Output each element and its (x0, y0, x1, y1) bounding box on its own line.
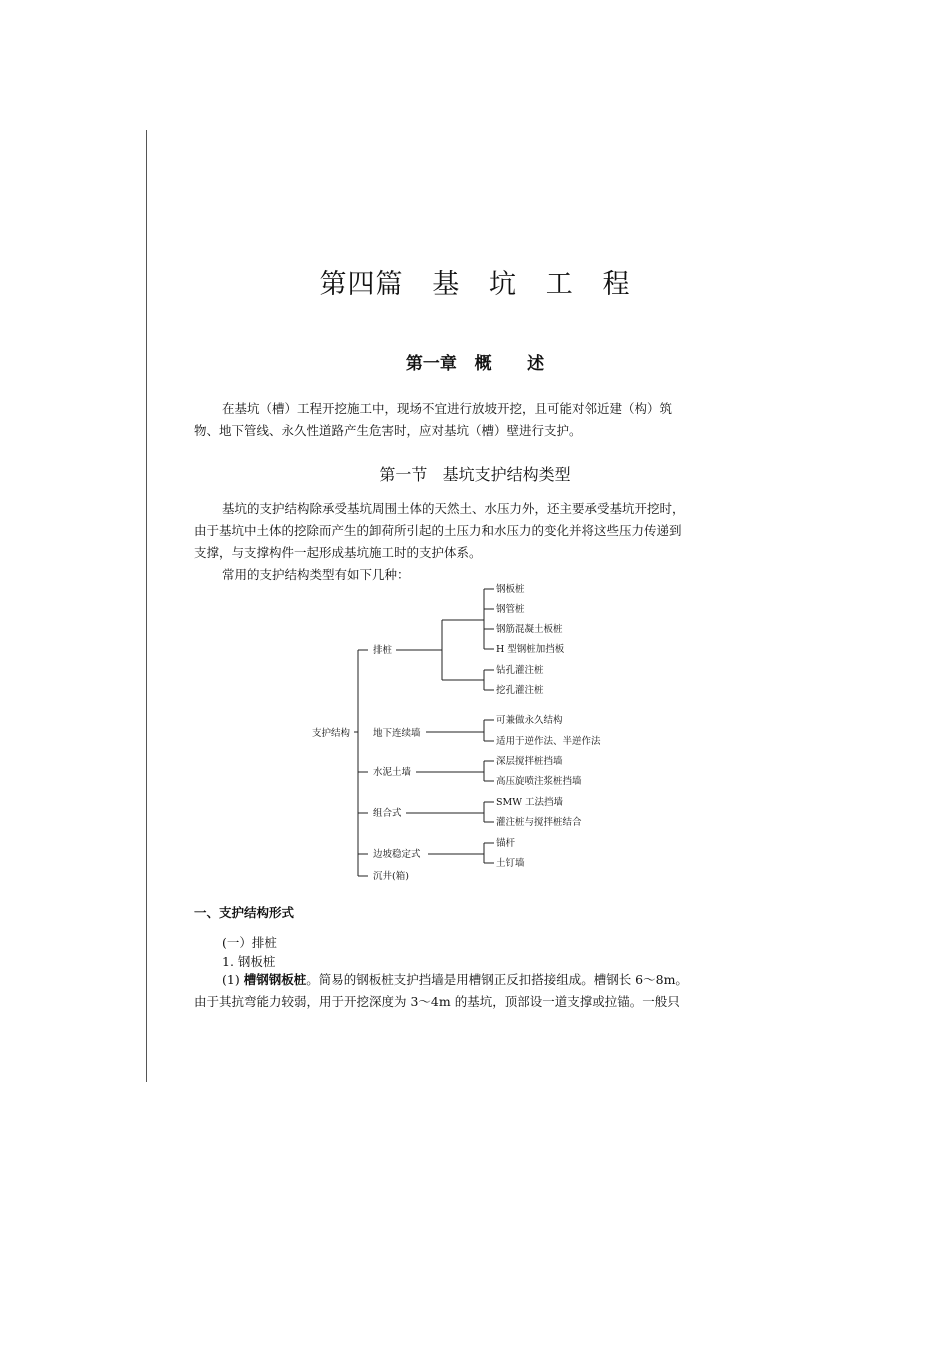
leaf-label: 高压旋喷注浆桩挡墙 (496, 776, 582, 787)
heading-support-forms: 一、支护结构形式 (194, 905, 295, 920)
leaf-label: 可兼做永久结构 (496, 715, 563, 726)
item-number: (1) (222, 972, 244, 987)
leaf-label: 钻孔灌注桩 (496, 665, 544, 676)
section-line: 由于基坑中土体的挖除而产生的卸荷所引起的土压力和水压力的变化并将这些压力传递到 (194, 523, 682, 538)
section-title: 第一节 基坑支护结构类型 (379, 465, 571, 484)
leaf-label: 土钉墙 (496, 858, 525, 869)
group-label-slope-stability: 边坡稳定式 (373, 849, 421, 860)
section-line: 基坑的支护结构除承受基坑周围土体的天然土、水压力外，还主要承受基坑开挖时， (222, 501, 685, 516)
tree-root-label: 支护结构 (312, 728, 351, 739)
heading-row-piles: (一）排桩 (222, 935, 277, 950)
group-label-composite: 组合式 (373, 808, 402, 819)
paragraph-line (194, 969, 724, 991)
paragraph-line: 由于其抗弯能力较弱，用于开挖深度为 3～4m 的基坑，顶部设一道支撑或拉锚。一般只 (194, 994, 680, 1009)
leaf-label: 锚杆 (496, 838, 516, 849)
leaf-label: 灌注桩与搅拌桩结合 (496, 817, 582, 828)
leaf-label: 适用于逆作法、半逆作法 (496, 736, 601, 747)
leaf-label: 钢管桩 (496, 604, 525, 615)
channel-steel-paragraph (194, 969, 724, 1013)
section-line: 支撑，与支撑构件一起形成基坑施工时的支护体系。 (194, 545, 482, 560)
leaf-label: 钢筋混凝土板桩 (496, 624, 563, 635)
group-label-caisson: 沉井(箱) (373, 871, 409, 882)
paragraph-text: 。简易的钢板桩支护挡墙是用槽钢正反扣搭接组成。槽钢长 6～8m。 (306, 972, 688, 987)
term-channel-steel-sheet-pile: 槽钢钢板桩 (243, 972, 307, 987)
group-label-piles: 排桩 (373, 645, 393, 656)
heading-steel-sheet-pile: 1. 钢板桩 (222, 954, 276, 969)
intro-line: 在基坑（槽）工程开挖施工中，现场不宜进行放坡开挖，且可能对邻近建（构）筑 (222, 401, 673, 416)
leaf-label: SMW 工法挡墙 (496, 797, 564, 808)
group-label-cement-soil-wall: 水泥土墙 (373, 767, 412, 778)
leaf-label: 钢板桩 (496, 584, 525, 595)
list-intro: 常用的支护结构类型有如下几种： (222, 567, 410, 582)
chapter-title: 第一章 概 述 (405, 354, 545, 374)
leaf-label: H 型钢桩加挡板 (496, 644, 565, 655)
leaf-label: 深层搅拌桩挡墙 (496, 756, 563, 767)
leaf-label: 挖孔灌注桩 (496, 685, 544, 696)
intro-line: 物、地下管线、永久性道路产生危害时，应对基坑（槽）壁进行支护。 (194, 423, 582, 438)
group-label-diaphragm-wall: 地下连续墙 (373, 728, 421, 739)
part-title: 第四篇 基 坑 工 程 (319, 269, 631, 300)
